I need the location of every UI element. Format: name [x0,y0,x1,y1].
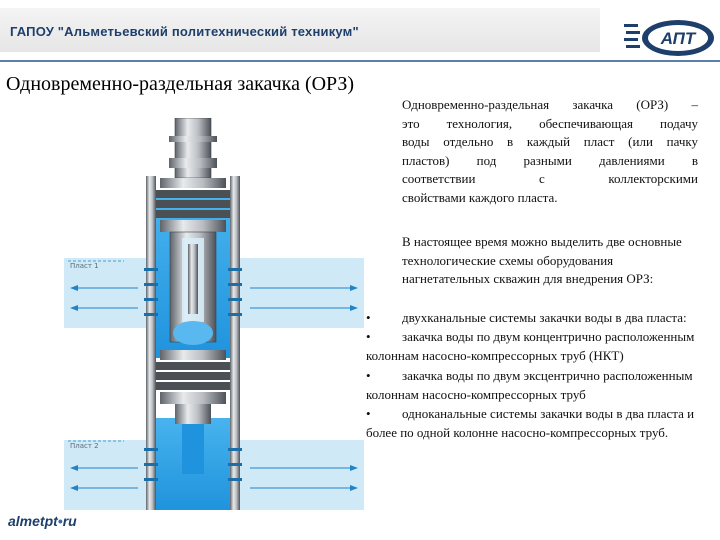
header [0,0,720,62]
orz-well-diagram [64,118,364,510]
footer-site-link[interactable]: almetpt•ru [8,513,77,529]
list-item: • закачка воды по двум эксцентрично расположенным колоннам насосно-компрессорных труб [366,367,693,402]
definition-line: соответствии с коллекторскими [402,171,698,186]
schemes-intro-paragraph: В настоящее время можно выделить две основные технологические схемы оборудования нагнетательных скважин для внедрения ОРЗ: [402,234,682,286]
tail-pipe [175,404,211,424]
tubing-top [175,118,211,178]
definition-line: пластов) под разными давлениями в [402,152,698,168]
definition-line: Одновременно-раздельная закачка (ОРЗ) – [402,97,698,112]
definition-line: это технология, обеспечивающая подачу [402,115,698,131]
layer2-label: Пласт 2 [70,442,99,450]
definition-paragraph [402,96,698,207]
header-title: ГАПОУ "Альметьевский политехнический техникум" [10,24,359,39]
logo-text: АПТ [660,29,696,48]
casing-left-wall [146,176,156,510]
list-item: • одноканальные системы закачки воды в два пласта и более по одной колонне насосно-компрессорных труб. [366,406,695,441]
casing-right-wall [230,176,240,510]
lower-packer [156,350,230,404]
definition-line: воды отдельно в каждый пласт (или пачку [402,134,698,149]
schemes-list [366,308,706,442]
college-logo [622,14,718,62]
header-divider [0,60,720,62]
layer1-label: Пласт 1 [70,262,99,270]
upper-packer [156,178,230,232]
slide-title: Одновременно-раздельная закачка (ОРЗ) [6,73,355,95]
list-item: • закачка воды по двум концентрично расположенным колоннам насосно-компрессорных труб (НКТ) [366,329,695,364]
definition-line: свойствами каждого пласта. [402,189,558,205]
list-item: • двухканальные системы закачки воды в два пласта: [366,310,687,325]
